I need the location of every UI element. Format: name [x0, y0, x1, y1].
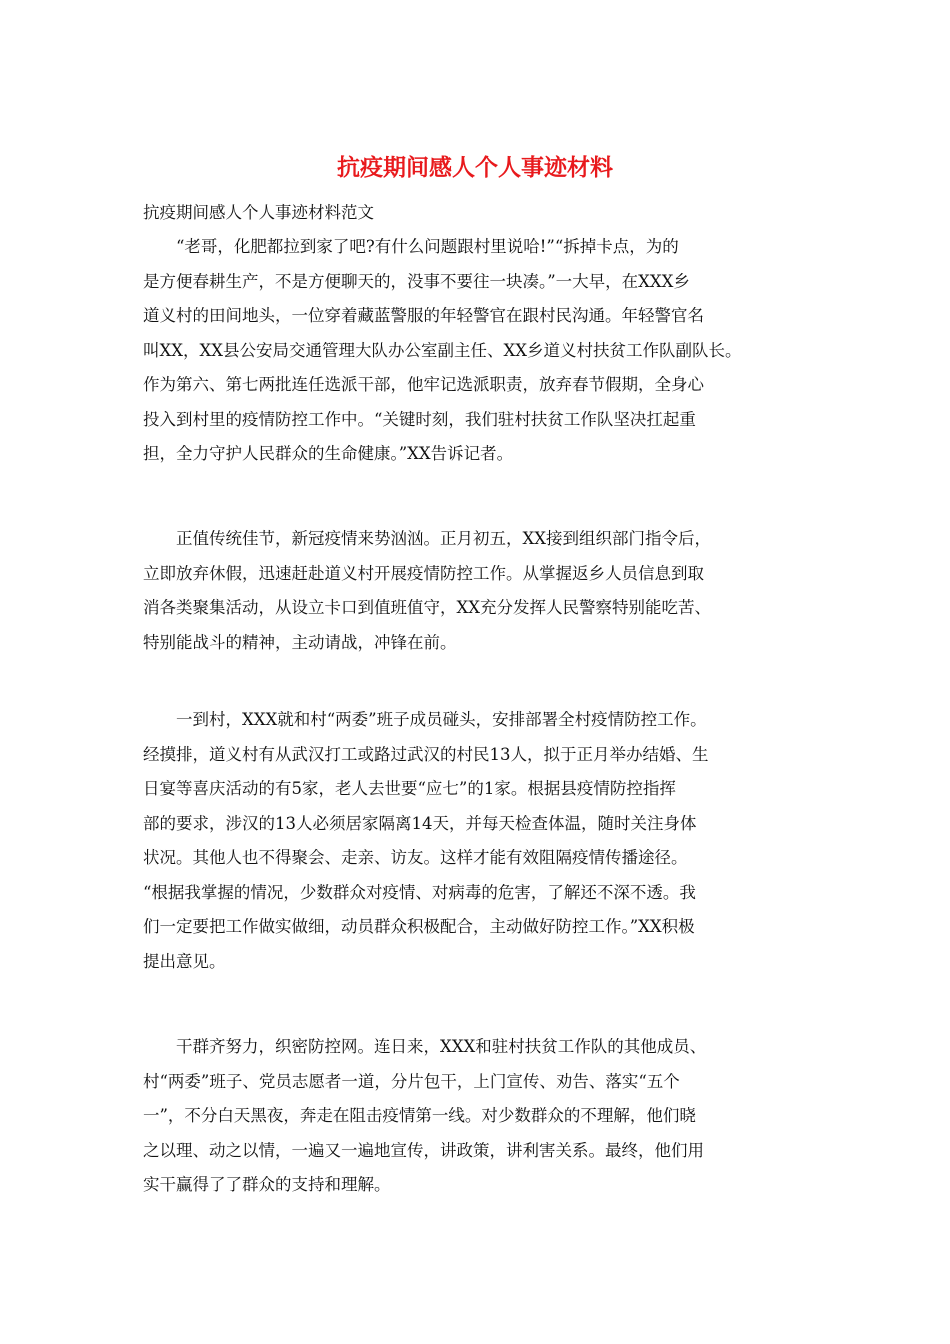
paragraph-line: 叫XX，XX县公安局交通管理大队办公室副主任、XX乡道义村扶贫工作队副队长。 — [143, 340, 742, 360]
paragraph-line: 实干赢得了了群众的支持和理解。 — [143, 1175, 391, 1194]
paragraph-line: “根据我掌握的情况，少数群众对疫情、对病毒的危害，了解还不深不透。我 — [143, 882, 696, 902]
paragraph-2 — [143, 522, 813, 660]
paragraph-line: 特别能战斗的精神，主动请战，冲锋在前。 — [143, 632, 457, 652]
paragraph-line: 们一定要把工作做实做细，动员群众积极配合，主动做好防控工作。”XX积极 — [143, 917, 695, 936]
paragraph-line: 立即放弃休假，迅速赶赴道义村开展疫情防控工作。从掌握返乡人员信息到取 — [143, 563, 704, 583]
paragraph-line: 干群齐努力，织密防控网。连日来，XXX和驻村扶贫工作队的其他成员、 — [176, 1037, 707, 1056]
paragraph-line: 村“两委”班子、党员志愿者一道，分片包干，上门宣传、劝告、落实“五个 — [143, 1071, 680, 1091]
paragraph-3 — [143, 703, 813, 979]
paragraph-line: 担，全力守护人民群众的生命健康。”XX告诉记者。 — [143, 444, 514, 463]
paragraph-line: 部的要求，涉汉的13人必须居家隔离14天，并每天检查体温，随时关注身体 — [143, 813, 697, 833]
document-title: 抗疫期间感人个人事迹材料 — [337, 154, 613, 181]
paragraph-1 — [143, 230, 813, 472]
document-subtitle: 抗疫期间感人个人事迹材料范文 — [143, 203, 374, 222]
paragraph-line: 消各类聚集活动，从设立卡口到值班值守，XX充分发挥人民警察特别能吃苦、 — [143, 598, 711, 617]
paragraph-line: 提出意见。 — [143, 951, 226, 971]
paragraph-line: 日宴等喜庆活动的有5家，老人去世要“应七”的1家。根据县疫情防控指挥 — [143, 779, 676, 798]
paragraph-line: 之以理、动之以情，一遍又一遍地宣传，讲政策，讲利害关系。最终，他们用 — [143, 1140, 704, 1160]
paragraph-line: 正值传统佳节，新冠疫情来势汹汹。正月初五，XX接到组织部门指令后， — [176, 529, 711, 548]
paragraph-line: 状况。其他人也不得聚会、走亲、访友。这样才能有效阻隔疫情传播途径。 — [143, 848, 688, 867]
paragraph-4 — [143, 1030, 813, 1203]
paragraph-line: 道义村的田间地头，一位穿着藏蓝警服的年轻警官在跟村民沟通。年轻警官名 — [143, 306, 704, 325]
paragraph-line: 经摸排，道义村有从武汉打工或路过武汉的村民13人，拟于正月举办结婚、生 — [143, 744, 709, 764]
paragraph-line: “老哥，化肥都拉到家了吧?有什么问题跟村里说哈!”“拆掉卡点，为的 — [176, 237, 679, 256]
paragraph-line: 作为第六、第七两批连任选派干部，他牢记选派职责，放弃春节假期，全身心 — [143, 375, 704, 394]
paragraph-line: 投入到村里的疫情防控工作中。“关键时刻，我们驻村扶贫工作队坚决扛起重 — [143, 409, 696, 429]
paragraph-line: 一”，不分白天黑夜，奔走在阻击疫情第一线。对少数群众的不理解，他们晓 — [143, 1106, 696, 1125]
paragraph-line: 是方便春耕生产，不是方便聊天的，没事不要往一块凑。”一大早，在XXX乡 — [143, 271, 690, 291]
paragraph-line: 一到村，XXX就和村“两委”班子成员碰头，安排部署全村疫情防控工作。 — [176, 710, 707, 729]
